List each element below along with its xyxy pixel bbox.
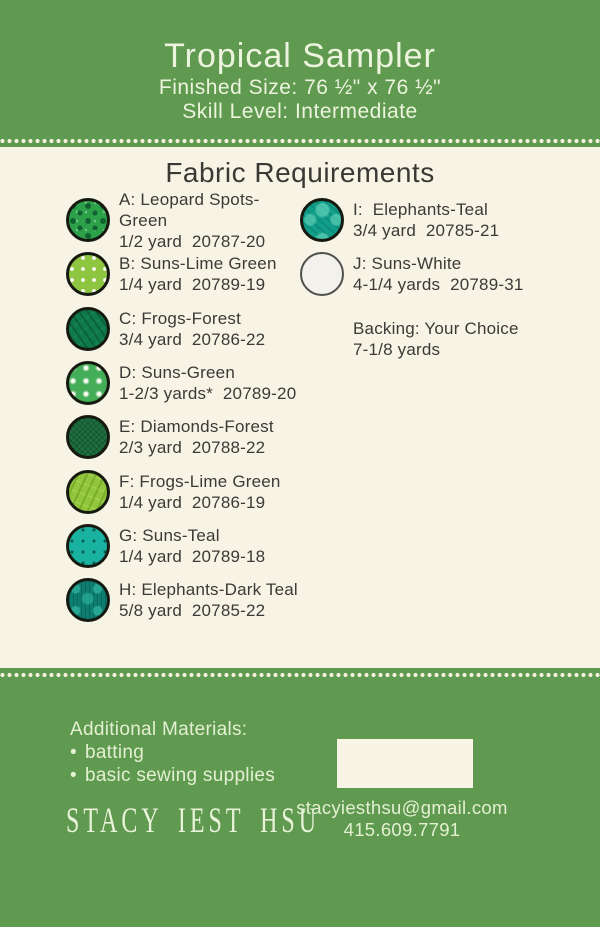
fabric-swatch-b bbox=[66, 252, 110, 296]
header-banner bbox=[0, 0, 600, 147]
fabric-item-name: E: Diamonds-Forest bbox=[119, 417, 274, 437]
fabric-item-j bbox=[300, 247, 570, 301]
fabric-item-name: C: Frogs-Forest bbox=[119, 308, 242, 328]
fabric-item-yardage: 1/4 yard 20789-18 bbox=[119, 546, 266, 566]
fabric-item-e bbox=[66, 410, 301, 464]
fabric-item-d bbox=[66, 356, 301, 410]
fabric-item-name: F: Frogs-Lime Green bbox=[119, 471, 281, 491]
fabric-item-text bbox=[119, 308, 265, 350]
blank-label-box bbox=[337, 739, 473, 788]
fabric-item-b bbox=[66, 247, 301, 301]
bullet-label: basic sewing supplies bbox=[84, 765, 276, 786]
bullet-icon: • bbox=[70, 742, 77, 763]
fabric-item-yardage: 2/3 yard 20788-22 bbox=[119, 438, 266, 458]
fabric-item-h bbox=[66, 573, 301, 627]
dotted-divider-top bbox=[0, 138, 600, 144]
bullet-item-batting bbox=[70, 741, 275, 764]
fabric-swatch-e bbox=[66, 415, 110, 459]
fabric-item-yardage: 1-2/3 yards* 20789-20 bbox=[119, 384, 297, 404]
fabric-item-yardage: 1/4 yard 20789-19 bbox=[119, 275, 266, 295]
additional-materials-block bbox=[70, 718, 275, 787]
fabric-item-text bbox=[119, 471, 281, 513]
fabric-swatch-c bbox=[66, 307, 110, 351]
fabric-item-text bbox=[119, 416, 274, 458]
fabric-item-yardage: 1/2 yard 20787-20 bbox=[119, 231, 266, 251]
fabric-requirements-heading: Fabric Requirements bbox=[165, 157, 435, 188]
skill-level-text: Skill Level: Intermediate bbox=[182, 100, 418, 123]
fabric-item-text bbox=[353, 253, 524, 295]
fabric-column-left bbox=[66, 189, 301, 627]
fabric-item-yardage: 3/4 yard 20786-22 bbox=[119, 329, 266, 349]
fabric-item-i bbox=[300, 193, 570, 247]
fabric-swatch-g bbox=[66, 524, 110, 568]
footer-banner bbox=[0, 668, 600, 927]
fabric-item-text bbox=[119, 253, 277, 295]
fabric-item-name: G: Suns-Teal bbox=[119, 525, 220, 545]
fabric-item-c bbox=[66, 302, 301, 356]
fabric-item-yardage: 4-1/4 yards 20789-31 bbox=[353, 275, 524, 295]
additional-materials-title: Additional Materials: bbox=[70, 719, 248, 740]
fabric-column-right bbox=[300, 193, 570, 360]
fabric-swatch-j bbox=[300, 252, 344, 296]
fabric-item-g bbox=[66, 519, 301, 573]
fabric-item-text bbox=[119, 579, 298, 621]
finished-size-text: Finished Size: 76 ½" x 76 ½" bbox=[158, 76, 442, 99]
backing-note bbox=[353, 318, 570, 360]
contact-phone: 415.609.7791 bbox=[343, 819, 461, 840]
fabric-item-yardage: 5/8 yard 20785-22 bbox=[119, 601, 266, 621]
fabric-item-yardage: 1/4 yard 20786-19 bbox=[119, 492, 266, 512]
contact-block bbox=[283, 797, 521, 841]
header-text-block bbox=[0, 0, 600, 124]
dotted-divider-bottom bbox=[0, 672, 600, 678]
backing-name: Backing: Your Choice bbox=[353, 318, 519, 338]
backing-yardage: 7-1/8 yards bbox=[353, 339, 441, 359]
fabric-item-text bbox=[119, 362, 296, 404]
fabric-item-text bbox=[353, 199, 499, 241]
bullet-item-sewing-supplies bbox=[70, 764, 275, 787]
fabric-item-name: D: Suns-Green bbox=[119, 363, 235, 383]
contact-email: stacyiesthsu@gmail.com bbox=[296, 797, 508, 818]
bullet-label: batting bbox=[84, 742, 145, 763]
fabric-item-yardage: 3/4 yard 20785-21 bbox=[353, 221, 500, 241]
fabric-swatch-d bbox=[66, 361, 110, 405]
fabric-swatch-a bbox=[66, 198, 110, 242]
fabric-swatch-f bbox=[66, 470, 110, 514]
fabric-item-f bbox=[66, 464, 301, 518]
fabric-item-name: H: Elephants-Dark Teal bbox=[119, 580, 298, 600]
fabric-item-text bbox=[119, 189, 301, 252]
fabric-swatch-h bbox=[66, 578, 110, 622]
fabric-item-name: I: Elephants-Teal bbox=[353, 200, 488, 220]
fabric-item-name: J: Suns-White bbox=[353, 254, 462, 274]
page-title: Tropical Sampler bbox=[164, 37, 436, 75]
brand-logo: STACY IEST HSU bbox=[66, 802, 321, 841]
fabric-item-name: B: Suns-Lime Green bbox=[119, 254, 277, 274]
bullet-icon: • bbox=[70, 765, 77, 786]
fabric-item-name: A: Leopard Spots-Green bbox=[119, 189, 260, 230]
fabric-item-text bbox=[119, 525, 265, 567]
fabric-item-a bbox=[66, 189, 301, 251]
fabric-swatch-i bbox=[300, 198, 344, 242]
